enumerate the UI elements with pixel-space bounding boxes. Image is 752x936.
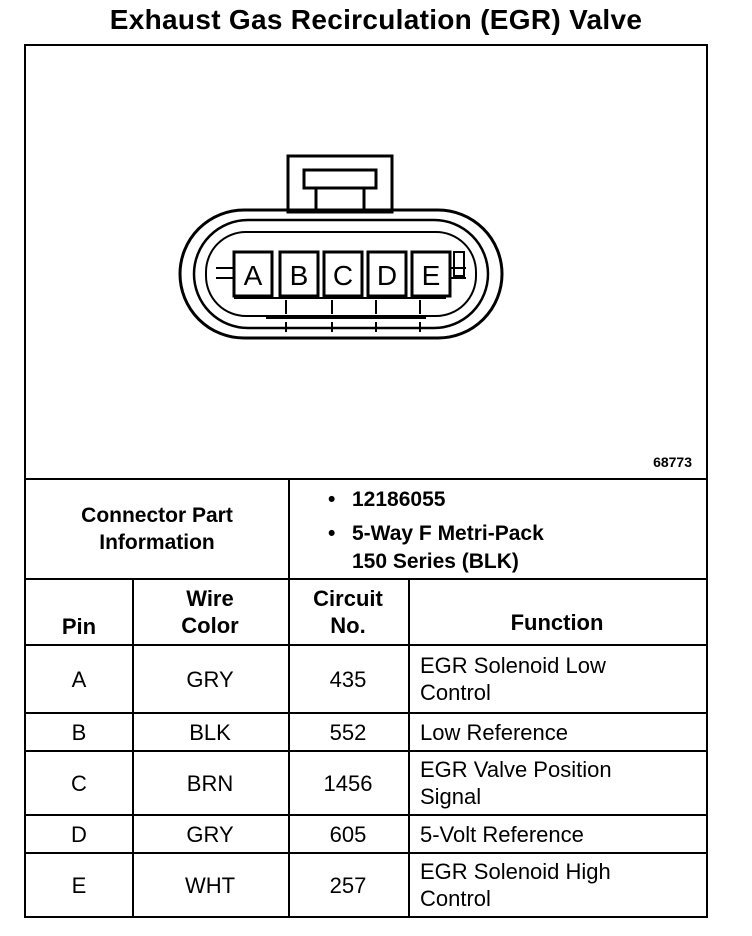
cell-wire-color: GRY bbox=[186, 821, 234, 847]
cell-function: Low Reference bbox=[420, 719, 568, 745]
cell-pin: A bbox=[71, 666, 87, 692]
connector-part-label: Connector Part Information bbox=[81, 504, 233, 554]
cell-function: EGR Valve Position Signal bbox=[420, 757, 612, 809]
cell-wire-color: WHT bbox=[184, 872, 236, 898]
cell-circuit: 435 bbox=[329, 666, 367, 692]
bullet-icon: • bbox=[328, 488, 336, 511]
connector-part-details bbox=[312, 480, 706, 578]
cell-pin: E bbox=[71, 872, 87, 898]
connector-type: • 5-Way F Metri-Pack 150 Series (BLK) bbox=[328, 522, 544, 573]
part-number: • 12186055 bbox=[352, 486, 445, 514]
pin-label-b: B bbox=[289, 260, 309, 291]
page-title: Exhaust Gas Recirculation (EGR) Valve bbox=[109, 4, 643, 35]
cell-circuit: 257 bbox=[329, 872, 367, 898]
pin-label-d: D bbox=[376, 260, 398, 291]
header-wire-color: Wire Color bbox=[181, 586, 239, 638]
connector-info-frame bbox=[24, 44, 708, 918]
cell-circuit: 605 bbox=[329, 821, 367, 847]
divider bbox=[288, 478, 290, 578]
header-circuit-no: Circuit No. bbox=[313, 586, 383, 638]
header-function: Function bbox=[510, 609, 604, 635]
pin-label-a: A bbox=[243, 260, 263, 291]
pin-label-c: C bbox=[332, 260, 354, 291]
cell-function: EGR Solenoid High Control bbox=[420, 859, 611, 911]
connector-drawing bbox=[26, 46, 706, 478]
cell-wire-color: GRY bbox=[186, 666, 234, 692]
cell-circuit: 1456 bbox=[323, 770, 373, 796]
pin-label-e: E bbox=[421, 260, 441, 291]
connector-diagram bbox=[26, 46, 706, 478]
cell-wire-color: BRN bbox=[186, 770, 234, 796]
cell-function: 5-Volt Reference bbox=[420, 821, 584, 847]
header-pin: Pin bbox=[61, 613, 97, 639]
cell-circuit: 552 bbox=[329, 719, 367, 745]
cell-wire-color: BLK bbox=[189, 719, 231, 745]
figure-number: 68773 bbox=[653, 454, 692, 470]
cell-pin: D bbox=[71, 821, 87, 847]
cell-pin: C bbox=[71, 770, 87, 796]
bullet-icon: • bbox=[328, 522, 336, 545]
cell-function: EGR Solenoid Low Control bbox=[420, 653, 606, 705]
cell-pin: B bbox=[71, 719, 87, 745]
